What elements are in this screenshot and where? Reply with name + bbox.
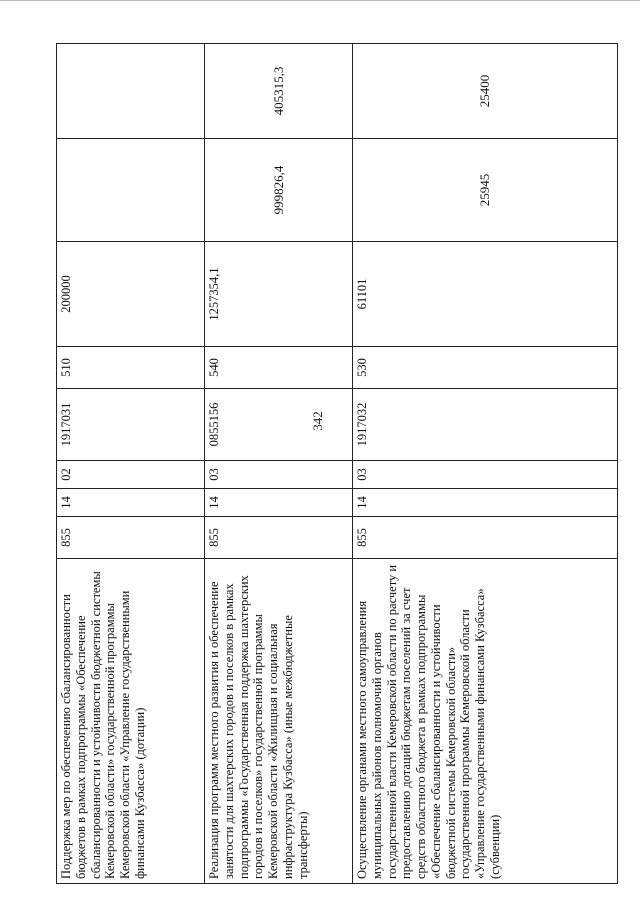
scan-top-edge (0, 0, 640, 1)
amount-year-1: 1257354,1 (205, 242, 353, 347)
section-code: 14 (205, 489, 353, 517)
row-description: Поддержка мер по обеспечению сбалансированности бюджетов в рамках подпрограммы «Обеспечение сбалансированности и устойчивости бюджетной системы Кемеровской области» государственной программы Кемеровской области «Управление государственными финансами Кузбасса» (дотации) (57, 559, 205, 884)
amount-year-3: 25400 (353, 44, 618, 139)
expense-type-code: 510 (57, 347, 205, 389)
rotated-table-wrapper (56, 44, 606, 884)
amount-year-3 (57, 44, 205, 139)
amount-year-2: 25945 (353, 139, 618, 242)
ministry-code: 855 (57, 517, 205, 559)
amount-year-3: 405315,3 (205, 44, 353, 139)
target-code: 0855156 (205, 389, 353, 461)
section-code: 14 (57, 489, 205, 517)
subsection-code: 03 (353, 461, 618, 489)
table-row (205, 44, 353, 884)
ministry-code: 855 (353, 517, 618, 559)
amount-year-2: 999826,4 (205, 139, 353, 242)
page-number: 342 (310, 411, 325, 431)
amount-year-1: 61101 (353, 242, 618, 347)
target-code: 1917031 (57, 389, 205, 461)
expense-type-code: 530 (353, 347, 618, 389)
subsection-code: 03 (205, 461, 353, 489)
row-description: Реализация программ местного развития и обеспечение занятости для шахтерских городов и поселков в рамках подпрограммы «Государственная поддержка шахтерских городов и поселков» государственной программы Кемеровской области «Жилищная и социальная инфраструктура Кузбасса» (иные межбюджетные трансферты) (205, 559, 353, 884)
budget-table (56, 43, 618, 884)
amount-year-1: 200000 (57, 242, 205, 347)
table-row (353, 44, 618, 884)
row-description: Осуществление органами местного самоуправления муниципальных районов полномочий органов государственной власти Кемеровской области по расчету и предоставлению дотаций бюджетам поселений за счет средств областного бюджета в рамках подпрограммы «Обеспечение сбалансированности и устойчивости бюджетной системы Кемеровской области» государственной программы Кемеровской области «Управление государственными финансами Кузбасса» (субвенции) (353, 559, 618, 884)
expense-type-code: 540 (205, 347, 353, 389)
ministry-code: 855 (205, 517, 353, 559)
subsection-code: 02 (57, 461, 205, 489)
table-row (57, 44, 205, 884)
section-code: 14 (353, 489, 618, 517)
amount-year-2 (57, 139, 205, 242)
target-code: 1917032 (353, 389, 618, 461)
